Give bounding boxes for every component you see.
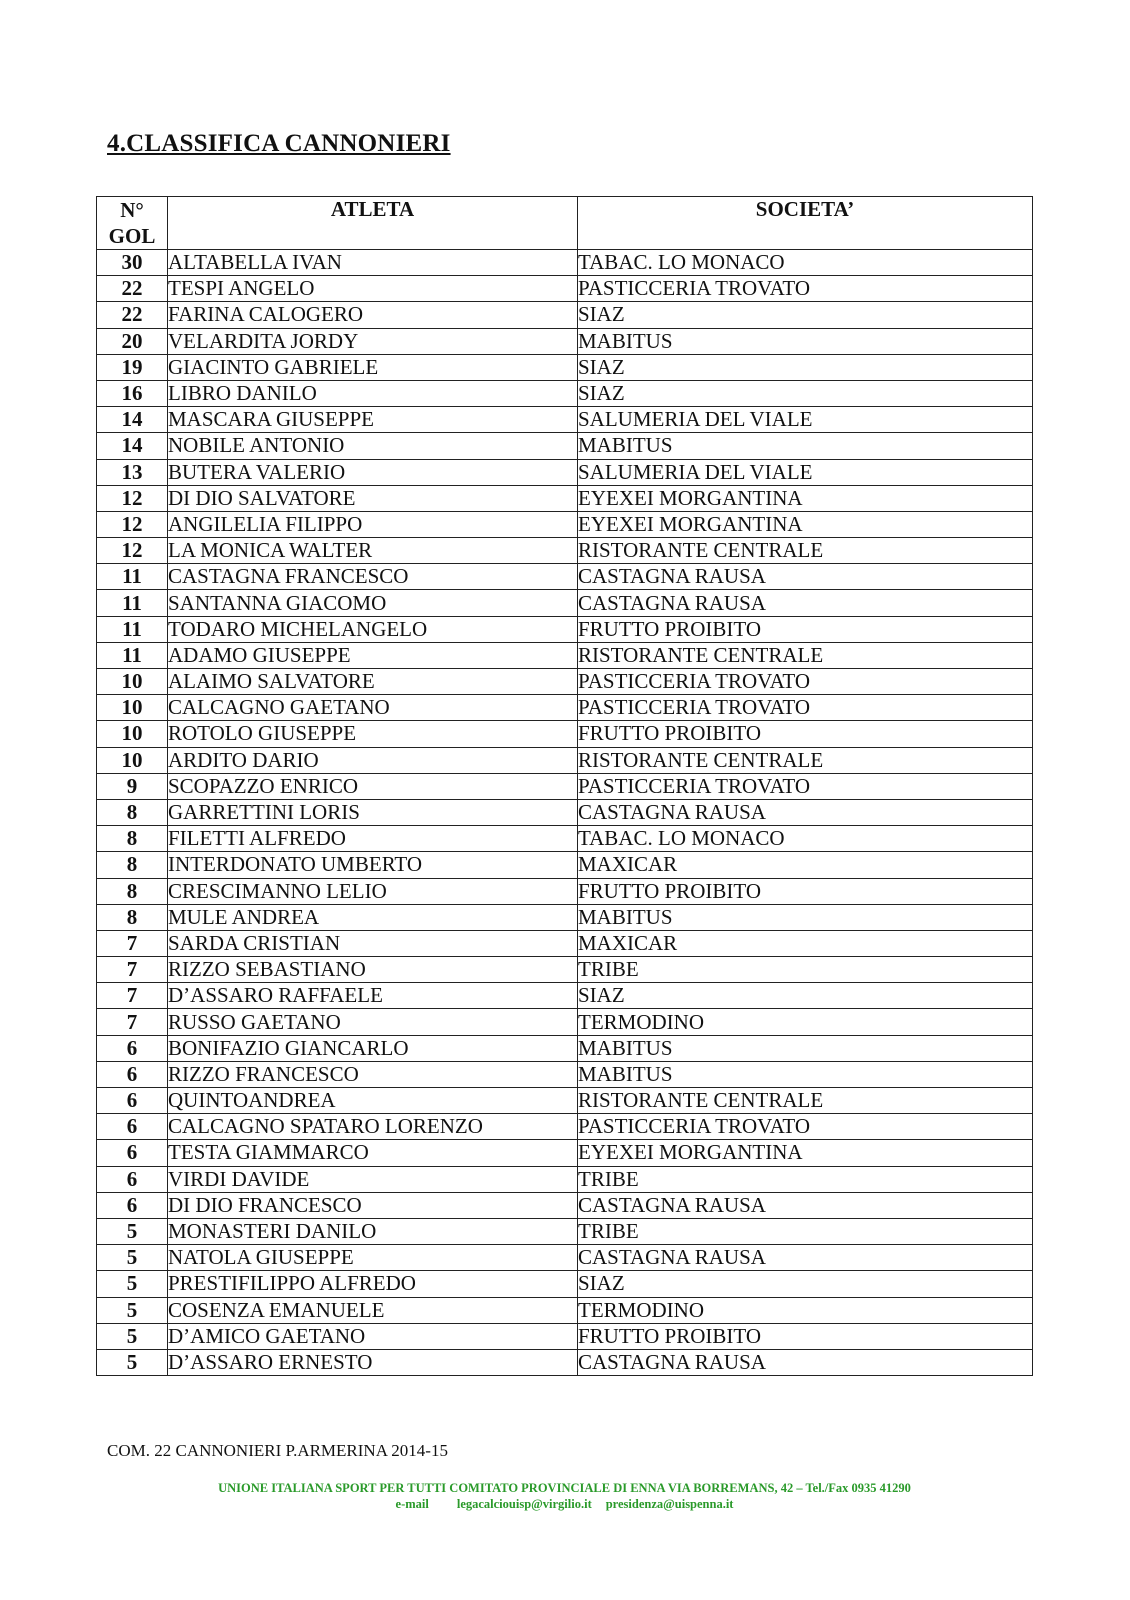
club-cell: SIAZ [578, 302, 1033, 328]
athlete-cell: RIZZO FRANCESCO [168, 1061, 578, 1087]
club-cell: EYEXEI MORGANTINA [578, 511, 1033, 537]
table-row [97, 538, 1033, 564]
table-row [97, 695, 1033, 721]
club-cell: CASTAGNA RAUSA [578, 590, 1033, 616]
table-body [97, 250, 1033, 1376]
athlete-cell: TESPI ANGELO [168, 276, 578, 302]
goals-cell: 12 [97, 511, 168, 537]
athlete-cell: PRESTIFILIPPO ALFREDO [168, 1271, 578, 1297]
goals-cell: 8 [97, 826, 168, 852]
header-athlete: ATLETA [168, 197, 578, 250]
club-cell: MABITUS [578, 1061, 1033, 1087]
club-cell: SIAZ [578, 1271, 1033, 1297]
club-cell: SALUMERIA DEL VIALE [578, 459, 1033, 485]
club-cell: MAXICAR [578, 852, 1033, 878]
athlete-cell: RIZZO SEBASTIANO [168, 957, 578, 983]
athlete-cell: INTERDONATO UMBERTO [168, 852, 578, 878]
athlete-cell: VIRDI DAVIDE [168, 1166, 578, 1192]
table-row [97, 380, 1033, 406]
table-row [97, 983, 1033, 1009]
table-row [97, 1349, 1033, 1375]
athlete-cell: TESTA GIAMMARCO [168, 1140, 578, 1166]
athlete-cell: ADAMO GIUSEPPE [168, 642, 578, 668]
table-row [97, 564, 1033, 590]
goals-cell: 5 [97, 1245, 168, 1271]
goals-cell: 30 [97, 250, 168, 276]
table-row [97, 669, 1033, 695]
club-cell: TABAC. LO MONACO [578, 250, 1033, 276]
header-club: SOCIETA’ [578, 197, 1033, 250]
goals-cell: 11 [97, 590, 168, 616]
goals-cell: 7 [97, 983, 168, 1009]
table-row [97, 1245, 1033, 1271]
table-row [97, 1218, 1033, 1244]
athlete-cell: QUINTOANDREA [168, 1088, 578, 1114]
table-row [97, 852, 1033, 878]
goals-cell: 6 [97, 1035, 168, 1061]
table-row [97, 590, 1033, 616]
athlete-cell: TODARO MICHELANGELO [168, 616, 578, 642]
goals-cell: 14 [97, 407, 168, 433]
table-row [97, 1035, 1033, 1061]
club-cell: MABITUS [578, 904, 1033, 930]
athlete-cell: ANGILELIA FILIPPO [168, 511, 578, 537]
athlete-cell: NOBILE ANTONIO [168, 433, 578, 459]
club-cell: RISTORANTE CENTRALE [578, 642, 1033, 668]
header-goals [97, 197, 168, 250]
footer-contacts [96, 1497, 1033, 1512]
athlete-cell: MULE ANDREA [168, 904, 578, 930]
goals-cell: 7 [97, 957, 168, 983]
club-cell: RISTORANTE CENTRALE [578, 538, 1033, 564]
athlete-cell: RUSSO GAETANO [168, 1009, 578, 1035]
athlete-cell: LA MONICA WALTER [168, 538, 578, 564]
goals-cell: 12 [97, 485, 168, 511]
club-cell: RISTORANTE CENTRALE [578, 1088, 1033, 1114]
table-row [97, 1140, 1033, 1166]
goals-cell: 9 [97, 773, 168, 799]
athlete-cell: DI DIO SALVATORE [168, 485, 578, 511]
goals-cell: 12 [97, 538, 168, 564]
goals-cell: 19 [97, 354, 168, 380]
athlete-cell: MASCARA GIUSEPPE [168, 407, 578, 433]
club-cell: PASTICCERIA TROVATO [578, 669, 1033, 695]
table-row [97, 485, 1033, 511]
club-cell: CASTAGNA RAUSA [578, 799, 1033, 825]
athlete-cell: D’ASSARO RAFFAELE [168, 983, 578, 1009]
goals-cell: 7 [97, 1009, 168, 1035]
table-row [97, 721, 1033, 747]
goals-cell: 14 [97, 433, 168, 459]
table-row [97, 616, 1033, 642]
goals-cell: 6 [97, 1140, 168, 1166]
goals-cell: 8 [97, 852, 168, 878]
club-cell: SIAZ [578, 380, 1033, 406]
table-row [97, 1114, 1033, 1140]
goals-cell: 5 [97, 1271, 168, 1297]
athlete-cell: VELARDITA JORDY [168, 328, 578, 354]
club-cell: FRUTTO PROIBITO [578, 878, 1033, 904]
club-cell: FRUTTO PROIBITO [578, 616, 1033, 642]
athlete-cell: LIBRO DANILO [168, 380, 578, 406]
table-row [97, 1166, 1033, 1192]
goals-cell: 6 [97, 1192, 168, 1218]
club-cell: SALUMERIA DEL VIALE [578, 407, 1033, 433]
club-cell: MABITUS [578, 433, 1033, 459]
goals-cell: 10 [97, 747, 168, 773]
table-row [97, 354, 1033, 380]
table-row [97, 302, 1033, 328]
club-cell: PASTICCERIA TROVATO [578, 695, 1033, 721]
club-cell: EYEXEI MORGANTINA [578, 1140, 1033, 1166]
header-goals-line2: GOL [108, 224, 156, 248]
club-cell: CASTAGNA RAUSA [578, 1349, 1033, 1375]
table-row [97, 250, 1033, 276]
table-row [97, 930, 1033, 956]
club-cell: FRUTTO PROIBITO [578, 721, 1033, 747]
footer-address: UNIONE ITALIANA SPORT PER TUTTI COMITATO PROVINCIALE DI ENNA VIA BORREMANS, 42 – Tel./Fax 0935 41290 [218, 1481, 911, 1495]
table-row [97, 1271, 1033, 1297]
athlete-cell: BUTERA VALERIO [168, 459, 578, 485]
athlete-cell: ALTABELLA IVAN [168, 250, 578, 276]
club-cell: TRIBE [578, 1218, 1033, 1244]
goals-cell: 13 [97, 459, 168, 485]
athlete-cell: ROTOLO GIUSEPPE [168, 721, 578, 747]
athlete-cell: NATOLA GIUSEPPE [168, 1245, 578, 1271]
table-row [97, 773, 1033, 799]
athlete-cell: FARINA CALOGERO [168, 302, 578, 328]
goals-cell: 11 [97, 616, 168, 642]
table-row [97, 328, 1033, 354]
goals-cell: 5 [97, 1349, 168, 1375]
club-cell: MABITUS [578, 1035, 1033, 1061]
goals-cell: 5 [97, 1218, 168, 1244]
table-row [97, 878, 1033, 904]
athlete-cell: FILETTI ALFREDO [168, 826, 578, 852]
goals-cell: 6 [97, 1061, 168, 1087]
table-row [97, 1323, 1033, 1349]
table-row [97, 511, 1033, 537]
document-note: COM. 22 CANNONIERI P.ARMERINA 2014-15 [107, 1441, 448, 1460]
table-row [97, 1061, 1033, 1087]
header-goals-line1: N° [120, 198, 144, 222]
table-row [97, 957, 1033, 983]
goals-cell: 8 [97, 904, 168, 930]
table-row [97, 433, 1033, 459]
club-cell: TABAC. LO MONACO [578, 826, 1033, 852]
club-cell: RISTORANTE CENTRALE [578, 747, 1033, 773]
page-title: 4.CLASSIFICA CANNONIERI [107, 130, 451, 157]
athlete-cell: DI DIO FRANCESCO [168, 1192, 578, 1218]
club-cell: TERMODINO [578, 1297, 1033, 1323]
table-row [97, 799, 1033, 825]
table-header-row [97, 197, 1033, 250]
goals-cell: 5 [97, 1323, 168, 1349]
footer-email-1: legacalciouisp@virgilio.it [456, 1497, 592, 1511]
athlete-cell: GIACINTO GABRIELE [168, 354, 578, 380]
table-row [97, 407, 1033, 433]
athlete-cell: SARDA CRISTIAN [168, 930, 578, 956]
club-cell: PASTICCERIA TROVATO [578, 773, 1033, 799]
goals-cell: 16 [97, 380, 168, 406]
goals-cell: 5 [97, 1297, 168, 1323]
goals-cell: 6 [97, 1114, 168, 1140]
athlete-cell: MONASTERI DANILO [168, 1218, 578, 1244]
club-cell: TERMODINO [578, 1009, 1033, 1035]
club-cell: CASTAGNA RAUSA [578, 1192, 1033, 1218]
footer-email-label: e-mail [395, 1497, 429, 1511]
club-cell: FRUTTO PROIBITO [578, 1323, 1033, 1349]
club-cell: TRIBE [578, 957, 1033, 983]
club-cell: PASTICCERIA TROVATO [578, 276, 1033, 302]
club-cell: PASTICCERIA TROVATO [578, 1114, 1033, 1140]
goals-cell: 7 [97, 930, 168, 956]
goals-cell: 22 [97, 302, 168, 328]
table-row [97, 642, 1033, 668]
table-row [97, 904, 1033, 930]
athlete-cell: ARDITO DARIO [168, 747, 578, 773]
athlete-cell: GARRETTINI LORIS [168, 799, 578, 825]
athlete-cell: CALCAGNO GAETANO [168, 695, 578, 721]
athlete-cell: BONIFAZIO GIANCARLO [168, 1035, 578, 1061]
goals-cell: 6 [97, 1166, 168, 1192]
athlete-cell: COSENZA EMANUELE [168, 1297, 578, 1323]
club-cell: EYEXEI MORGANTINA [578, 485, 1033, 511]
goals-cell: 8 [97, 878, 168, 904]
goals-cell: 11 [97, 564, 168, 590]
footer-email-2: presidenza@uispenna.it [605, 1497, 734, 1511]
club-cell: SIAZ [578, 354, 1033, 380]
athlete-cell: D’AMICO GAETANO [168, 1323, 578, 1349]
athlete-cell: D’ASSARO ERNESTO [168, 1349, 578, 1375]
club-cell: TRIBE [578, 1166, 1033, 1192]
goals-cell: 11 [97, 642, 168, 668]
table-row [97, 1297, 1033, 1323]
athlete-cell: SCOPAZZO ENRICO [168, 773, 578, 799]
athlete-cell: ALAIMO SALVATORE [168, 669, 578, 695]
club-cell: MAXICAR [578, 930, 1033, 956]
athlete-cell: CALCAGNO SPATARO LORENZO [168, 1114, 578, 1140]
goals-cell: 10 [97, 721, 168, 747]
table-row [97, 747, 1033, 773]
table-row [97, 459, 1033, 485]
table-row [97, 1192, 1033, 1218]
scorers-table [96, 196, 1033, 1376]
goals-cell: 8 [97, 799, 168, 825]
club-cell: CASTAGNA RAUSA [578, 1245, 1033, 1271]
table-row [97, 1009, 1033, 1035]
goals-cell: 22 [97, 276, 168, 302]
goals-cell: 10 [97, 695, 168, 721]
table-row [97, 1088, 1033, 1114]
club-cell: MABITUS [578, 328, 1033, 354]
goals-cell: 6 [97, 1088, 168, 1114]
table-row [97, 826, 1033, 852]
club-cell: SIAZ [578, 983, 1033, 1009]
athlete-cell: CASTAGNA FRANCESCO [168, 564, 578, 590]
goals-cell: 10 [97, 669, 168, 695]
athlete-cell: CRESCIMANNO LELIO [168, 878, 578, 904]
goals-cell: 20 [97, 328, 168, 354]
club-cell: CASTAGNA RAUSA [578, 564, 1033, 590]
table-row [97, 276, 1033, 302]
athlete-cell: SANTANNA GIACOMO [168, 590, 578, 616]
